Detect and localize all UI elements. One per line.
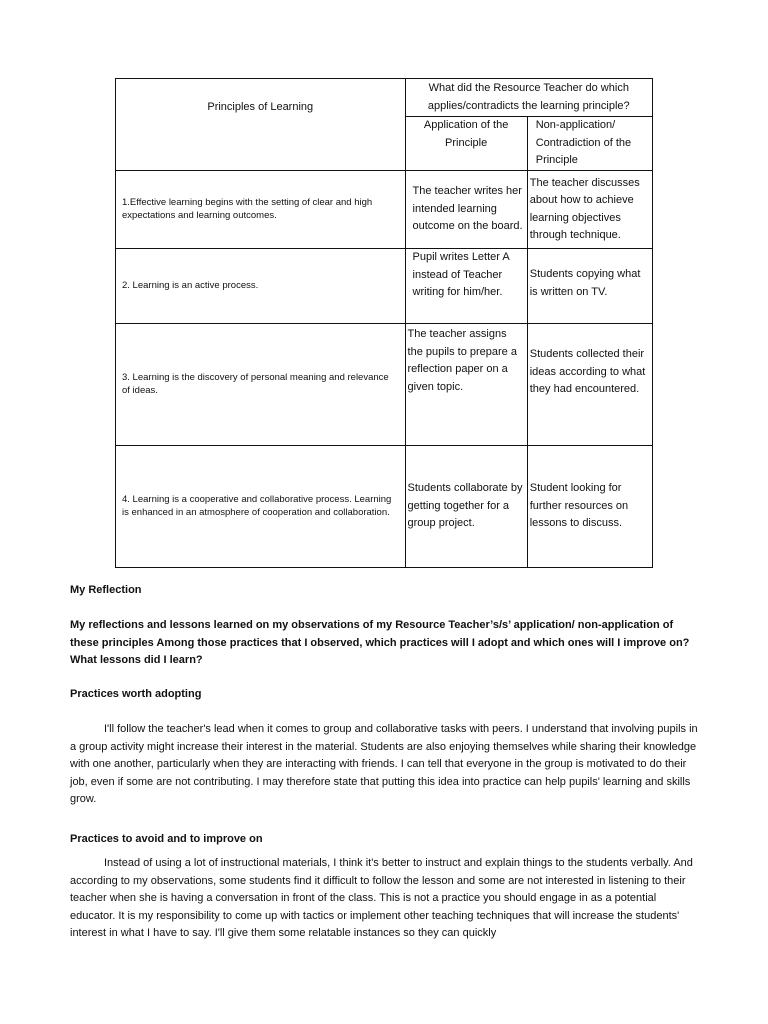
table-row <box>116 171 653 249</box>
header-principles-label: Principles of Learning <box>207 101 314 113</box>
table-header-row <box>116 79 653 117</box>
reflection-heading: My Reflection <box>70 584 142 596</box>
table-row <box>116 249 653 324</box>
table-row <box>116 324 653 446</box>
adopt-heading: Practices worth adopting <box>70 688 202 700</box>
principle-cell: 3. Learning is the discovery of personal meaning and relevance of ideas. <box>116 324 406 446</box>
non-application-cell: Student looking for further resources on lessons to discuss. <box>527 446 652 568</box>
non-application-cell: Students copying what is written on TV. <box>527 249 652 324</box>
non-application-cell: Students collected their ideas according to what they had encountered. <box>527 324 652 446</box>
application-cell: The teacher assigns the pupils to prepare a reflection paper on a given topic. <box>405 324 527 446</box>
header-question: What did the Resource Teacher do which applies/contradicts the learning principle? <box>405 79 652 117</box>
principle-cell: 2. Learning is an active process. <box>116 249 406 324</box>
principle-cell: 4. Learning is a cooperative and collaborative process. Learning is enhanced in an atmosphere of cooperation and collaboration. <box>116 446 406 568</box>
application-cell: The teacher writes her intended learning outcome on the board. <box>405 171 527 249</box>
table-row <box>116 446 653 568</box>
principles-table <box>115 78 653 568</box>
application-cell: Pupil writes Letter A instead of Teacher writing for him/her. <box>405 249 527 324</box>
header-non-application: Non-application/ Contradiction of the Principle <box>527 117 652 171</box>
application-cell: Students collaborate by getting together for a group project. <box>405 446 527 568</box>
adopt-paragraph: I'll follow the teacher's lead when it comes to group and collaborative tasks with peers. I understand that involving pupils in a group activity might increase their interest in the material. Students are also enjoying themselves while sharing their knowledge with one another, particularly when they are interacting with friends. I can tell that everyone in the group is motivated to do their job, even if some are not contributing. I may therefore state that putting this idea into practice can help pupils' learning and skills grow. <box>70 723 698 805</box>
non-application-cell: The teacher discusses about how to achieve learning objectives through technique. <box>527 171 652 249</box>
avoid-paragraph: Instead of using a lot of instructional materials, I think it's better to instruct and explain things to the students verbally. And according to my observations, some students find it difficult to follow the lesson and some are not interested in listening to their teacher when she is having a conversation in front of the class. This is not a practice you should engage in as a potential educator. It is my responsibility to come up with tactics or implement other teaching techniques that will increase the students' interest in what I have to say. I'll give them some relatable instances so they can quickly <box>70 857 693 939</box>
header-principles <box>116 79 406 171</box>
principle-cell: 1.Effective learning begins with the setting of clear and high expectations and learning outcomes. <box>116 171 406 249</box>
avoid-heading: Practices to avoid and to improve on <box>70 833 263 845</box>
header-application: Application of the Principle <box>405 117 527 171</box>
reflection-prompt: My reflections and lessons learned on my observations of my Resource Teacher’s/s’ application/ non-application of these principles Among those practices that I observed, which practices will I adopt and which ones will I improve on? What lessons did I learn? <box>70 619 690 666</box>
